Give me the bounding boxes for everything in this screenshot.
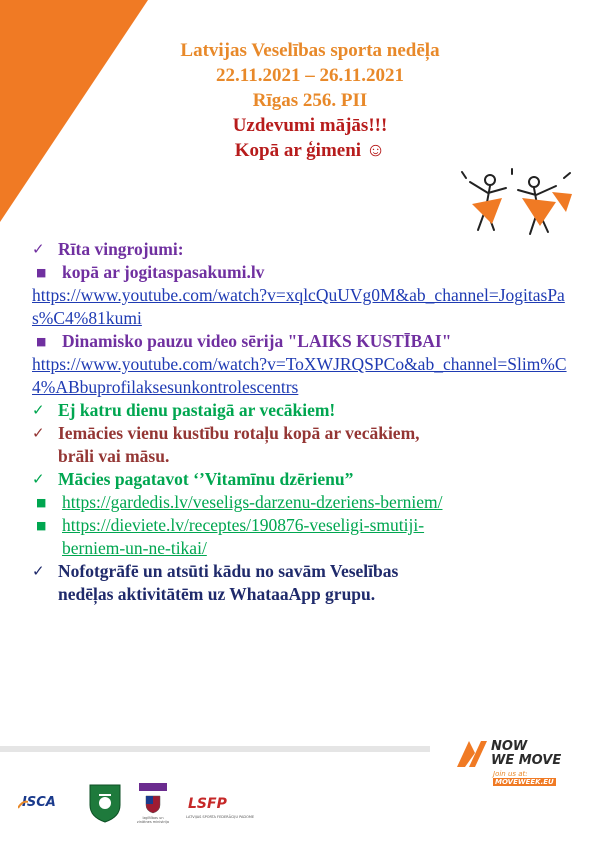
dynamic-pauses-label: Dinamisko pauzu video sērija "LAIKS KUSTĪBAI" [62,331,452,351]
youtube-link-kustibai[interactable]: https://www.youtube.com/watch?v=ToXWJRQSPCo&ab_channel=Slim%C4%ABbuprofilaksesunkontrolescentrs [32,354,567,397]
lsfp-logo: LSFP [188,796,227,812]
moveweek-site: MOVEWEEK.EU [495,778,554,786]
list-item [32,399,582,422]
moveweek-join [493,770,556,786]
list-item [32,330,582,353]
ministry-caption: Izglītības un zinātnes ministrija [136,816,170,824]
check-icon: ✓ [32,470,45,488]
list-item [32,422,582,468]
check-icon: ✓ [32,401,45,419]
photo-task-line1: Nofotgrāfē un atsūti kādu no savām Veselības [58,561,399,581]
isca-logo: ISCA [22,795,56,810]
ucsa-shield-logo-icon [88,783,122,823]
list-item [32,514,582,560]
list-item [32,560,582,606]
square-bullet-icon: ■ [36,496,47,509]
dieviete-link-line2: berniem-un-ne-tikai/ [62,538,207,558]
list-item [32,468,582,491]
walk-task: Ej katru dienu pastaigā ar vecākiem! [58,400,336,420]
check-icon: ✓ [32,240,45,258]
game-task-line2: brāli vai māsu. [58,446,170,466]
dieviete-link[interactable] [62,514,424,560]
ministry-color-bar [139,783,167,791]
isca-swoosh-icon [18,800,28,810]
latvia-coat-of-arms-icon [143,794,163,814]
join-us-label: Join us at: [493,770,528,778]
morning-exercises-label: Rīta vingrojumi: [58,239,184,259]
nowwemove-line1: NOW [491,739,528,754]
nowwemove-line2: WE MOVE [491,753,562,768]
nowwemove-logo-icon [455,737,489,771]
nowwemove-logo-text [491,740,561,768]
youtube-link-jogitas[interactable]: https://www.youtube.com/watch?v=xqlcQuUVg0M&ab_channel=JogitasPas%C4%81kumi [32,285,565,328]
event-dates: 22.11.2021 – 26.11.2021 [216,65,404,86]
check-icon: ✓ [32,424,45,442]
gardedis-link[interactable]: https://gardedis.lv/veseligs-darzenu-dzeriens-berniem/ [62,492,443,512]
lsfp-caption: LATVIJAS SPORTA FEDERĀCIJU PADOME [186,815,255,819]
family-heading: Kopā ar ģimeni ☺ [234,140,386,161]
jogitas-label: kopā ar jogitaspasakumi.lv [62,262,265,282]
square-bullet-icon: ■ [36,335,47,348]
list-item [32,261,582,284]
game-task [58,422,420,468]
footer-divider [0,746,430,752]
list-item [32,238,582,261]
photo-task [58,560,398,606]
school-name: Rīgas 256. PII [252,90,368,111]
event-title: Latvijas Veselības sporta nedēļa [180,40,440,61]
check-icon: ✓ [32,562,45,580]
photo-task-line2: nedēļas aktivitātēm uz WhataaApp grupu. [58,584,376,604]
drink-task: Mācies pagatavot ‘’Vitamīnu dzērienu” [58,469,354,489]
square-bullet-icon: ■ [36,519,47,532]
square-bullet-icon: ■ [36,266,47,279]
header [100,38,520,163]
list-item [32,491,582,514]
task-list [32,238,582,606]
game-task-line1: Iemācies vienu kustību rotaļu kopā ar vecākiem, [58,423,420,443]
tasks-heading: Uzdevumi mājās!!! [232,115,388,136]
dieviete-link-line1: https://dieviete.lv/receptes/190876-veseligi-smutiji- [62,515,425,535]
